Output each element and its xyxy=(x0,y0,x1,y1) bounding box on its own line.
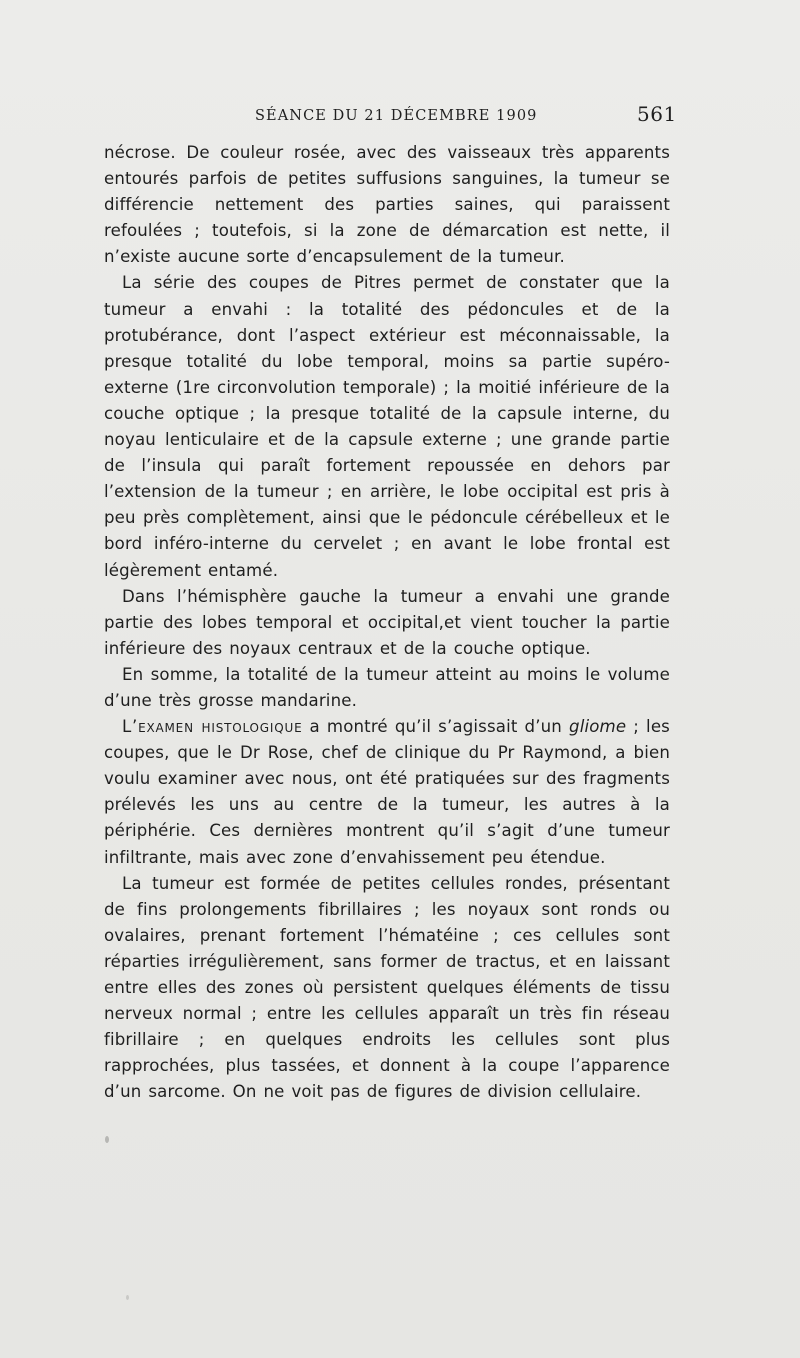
paragraph-tumeur-formee: La tumeur est formée de petites cellules rondes, présentant de fins prolongements fibrillaires ; les noyaux sont ronds ou ovalaires, prenant fortement l’hématéine ; ces cellules sont réparties irrégulièrement, sans former de tractus, et en laissant entre elles des zones où persistent quelques éléments de tissu nerveux normal ; entre les cellules apparaît un très fin réseau fibrillaire ; en quelques endroits les cellules sont plus rapprochées, plus tassées, et donnent à la coupe l’apparence d’un sarcome. On ne voit pas de figures de division cellulaire. xyxy=(104,873,670,1102)
italic-term: gliome xyxy=(569,717,627,737)
page-number: 561 xyxy=(637,102,677,126)
page-header xyxy=(0,102,800,130)
running-head: SÉANCE DU 21 DÉCEMBRE 1909 xyxy=(255,108,538,124)
paragraph-hemisphere-gauche: Dans l’hémisphère gauche la tumeur a envahi une grande partie des lobes temporal et occipital,et vient toucher la partie inférieure des noyaux centraux et de la couche optique. xyxy=(104,586,670,658)
ink-speck xyxy=(105,1136,109,1143)
paragraph-text-segment: ; les coupes, que le Dr Rose, chef de clinique du Pr Raymond, a bien voulu examiner avec nous, ont été pratiquées sur des fragments prélevés les uns au centre de la tumeur, les autres à la périphérie. Ces dernières montrent qu’il s’agit d’une tumeur infiltrante, mais avec zone d’envahissement peu étendue. xyxy=(104,717,670,867)
body-text xyxy=(104,140,670,1105)
paragraph-text-segment: a montré qu’il s’agissait d’un xyxy=(302,717,570,737)
ink-speck xyxy=(126,1295,129,1300)
paragraph-serie-des-coupes: La série des coupes de Pitres permet de constater que la tumeur a envahi : la totalité des pédoncules et de la protubérance, dont l’aspect extérieur est méconnaissable, la presque totalité du lobe temporal, moins sa partie supéro-externe (1re circonvolution temporale) ; la moitié inférieure de la couche optique ; la presque totalité de la capsule interne, du noyau lenticulaire et de la capsule externe ; une grande partie de l’insula qui paraît fortement repoussée en dehors par l’extension de la tumeur ; en arrière, le lobe occipital est pris à peu près complètement, ainsi que le pédoncule cérébelleux et le bord inféro-interne du cervelet ; en avant le lobe frontal est légèrement entamé. xyxy=(104,273,670,580)
paragraph-en-somme: En somme, la totalité de la tumeur atteint au moins le volume d’une très grosse mandarine. xyxy=(104,664,670,710)
paragraph-necrose: nécrose. De couleur rosée, avec des vaisseaux très apparents entourés parfois de petites suffusions sanguines, la tumeur se différencie nettement des parties saines, qui paraissent refoulées ; toutefois, si la zone de démarcation est nette, il n’existe aucune sorte d’encapsulement de la tumeur. xyxy=(104,143,670,267)
section-lead-smallcaps: L’examen histologique xyxy=(122,717,303,737)
paragraph-examen-histologique xyxy=(104,714,670,871)
